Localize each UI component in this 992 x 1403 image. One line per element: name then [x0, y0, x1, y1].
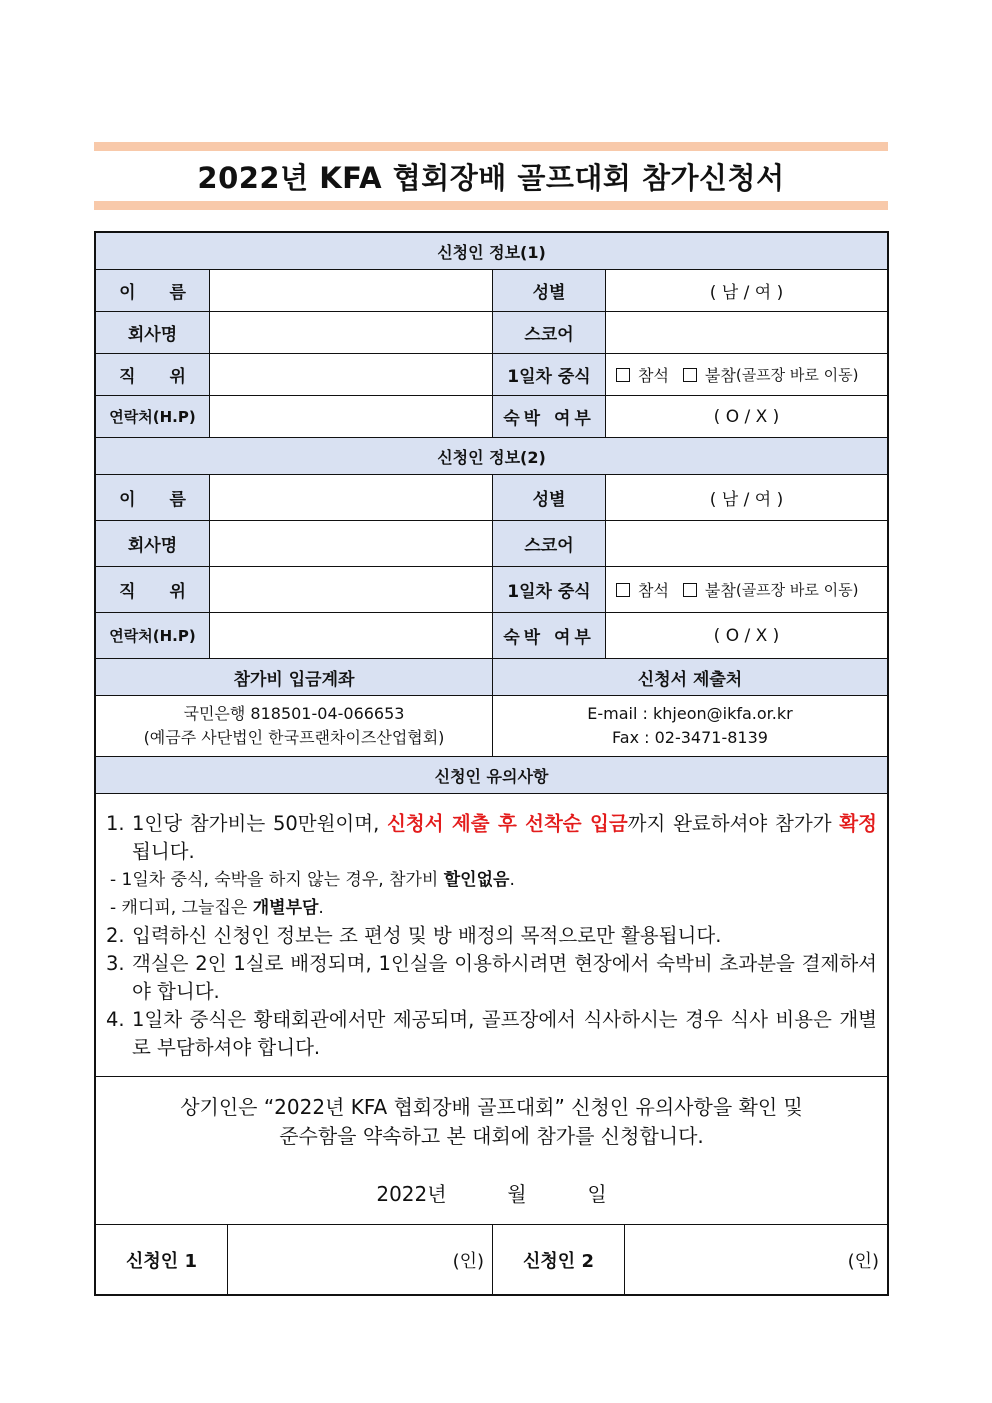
title-block	[94, 142, 888, 210]
applicant2-contact-input[interactable]	[210, 613, 493, 658]
stay-label: 숙박 여부	[493, 396, 606, 437]
pledge-date	[376, 1180, 606, 1209]
score-label: 스코어	[493, 312, 606, 353]
note-item-4	[106, 1006, 877, 1062]
note-item-2	[106, 922, 877, 950]
gender-label: 성별	[493, 475, 606, 520]
name-label: 이 름	[96, 270, 210, 311]
applicant2-row-contact	[96, 613, 887, 659]
title-bar-top	[94, 142, 888, 151]
applicant1-row-company	[96, 312, 887, 354]
payment-header-row	[96, 659, 887, 696]
date-year: 2022년	[376, 1182, 447, 1206]
submit-email[interactable]: E-mail : khjeon@ikfa.or.kr	[587, 704, 793, 723]
applicant2-score-input[interactable]	[606, 521, 887, 566]
signature-row	[96, 1225, 887, 1294]
note-item-1	[106, 810, 877, 866]
applicant2-row-company	[96, 521, 887, 567]
notes-list	[96, 794, 887, 1076]
contact-label: 연락처(H.P)	[96, 396, 210, 437]
lunch-absent-note: (골프장 바로 이동)	[735, 581, 859, 599]
applicant1-header-row	[96, 233, 887, 270]
payment-holder: (예금주 사단법인 한국프랜차이즈산업협회)	[143, 728, 445, 747]
pledge-line-2: 준수함을 약속하고 본 대회에 참가를 신청합니다.	[279, 1124, 704, 1148]
date-month[interactable]: 월	[507, 1182, 527, 1206]
notes-header: 신청인 유의사항	[96, 757, 887, 793]
lunch-attend-label: 참석	[638, 581, 669, 600]
applicant1-name-input[interactable]	[210, 270, 493, 311]
applicant1-contact-input[interactable]	[210, 396, 493, 437]
applicant1-score-input[interactable]	[606, 312, 887, 353]
applicant1-position-input[interactable]	[210, 354, 493, 395]
applicant2-header-row	[96, 438, 887, 475]
applicant1-header: 신청인 정보(1)	[96, 233, 887, 269]
lunch-absent-label: 불참	[704, 366, 736, 385]
stay-label: 숙박 여부	[493, 613, 606, 658]
applicant1-lunch-absent-checkbox[interactable]	[683, 368, 697, 382]
application-form	[94, 231, 889, 1296]
applicant1-lunch-attend-checkbox[interactable]	[616, 368, 630, 382]
note-item-3	[106, 950, 877, 1006]
applicant2-stay-value[interactable]: ( O / X )	[713, 625, 780, 646]
notes-body-row	[96, 794, 887, 1077]
position-label: 직 위	[96, 567, 210, 612]
applicant1-gender-value[interactable]: ( 남 / 여 )	[709, 283, 784, 303]
payment-header: 참가비 입금계좌	[96, 659, 493, 695]
applicant2-position-input[interactable]	[210, 567, 493, 612]
applicant2-lunch-attend-checkbox[interactable]	[616, 583, 630, 597]
applicant2-name-input[interactable]	[210, 475, 493, 520]
applicant2-lunch-options	[606, 567, 887, 612]
payment-info-row	[96, 696, 887, 757]
applicant1-row-name	[96, 270, 887, 312]
gender-label: 성별	[493, 270, 606, 311]
applicant1-row-position	[96, 354, 887, 396]
lunch-attend-label: 참석	[638, 366, 669, 385]
note-text: 1일차 중식은 황태회관에서만 제공되며, 골프장에서 식사하시는 경우 식사 비용은 개별로 부담하셔야 합니다.	[132, 1008, 877, 1059]
note-text: 객실은 2인 1실로 배정되며, 1인실을 이용하시려면 현장에서 숙박비 초과분을 결제하셔야 합니다.	[132, 952, 877, 1003]
lunch-label: 1일차 중식	[493, 354, 606, 395]
lunch-absent-label: 불참	[704, 581, 736, 600]
applicant2-row-name	[96, 475, 887, 521]
submit-contact-cell	[493, 696, 887, 756]
note-text: 1인당 참가비는 50만원이며, 신청서 제출 후 선착순 입금까지 완료하셔야 참가가 확정됩니다.	[132, 812, 877, 863]
note-sub-2: - 캐디피, 그늘집은 개별부담.	[110, 898, 324, 918]
note-number: 3.	[106, 952, 125, 975]
signature-field-1[interactable]: (인)	[228, 1225, 493, 1294]
notes-header-row	[96, 757, 887, 794]
applicant2-gender-value[interactable]: ( 남 / 여 )	[709, 490, 784, 510]
applicant2-company-input[interactable]	[210, 521, 493, 566]
applicant2-row-position	[96, 567, 887, 613]
pledge-block	[96, 1077, 887, 1224]
note-number: 4.	[106, 1008, 125, 1031]
title-bar-bottom	[94, 201, 888, 210]
submit-fax: Fax : 02-3471-8139	[612, 728, 768, 747]
note-number: 2.	[106, 924, 125, 947]
position-label: 직 위	[96, 354, 210, 395]
payment-account-cell	[96, 696, 493, 756]
signature-field-2[interactable]: (인)	[847, 1250, 879, 1272]
applicant1-company-input[interactable]	[210, 312, 493, 353]
submit-header: 신청서 제출처	[493, 659, 887, 695]
applicant1-lunch-options	[606, 354, 887, 395]
page-title: 2022년 KFA 협회장배 골프대회 참가신청서	[197, 160, 785, 195]
pledge-row	[96, 1077, 887, 1225]
lunch-label: 1일차 중식	[493, 567, 606, 612]
note-text: 입력하신 신청인 정보는 조 편성 및 방 배정의 목적으로만 활용됩니다.	[132, 924, 722, 947]
signature-label-1: 신청인 1	[96, 1225, 228, 1294]
applicant1-row-contact	[96, 396, 887, 438]
signature-label-2: 신청인 2	[493, 1225, 625, 1294]
company-label: 회사명	[96, 521, 210, 566]
contact-label: 연락처(H.P)	[96, 613, 210, 658]
applicant2-lunch-absent-checkbox[interactable]	[683, 583, 697, 597]
payment-account: 국민은행 818501-04-066653	[183, 704, 405, 723]
note-number: 1.	[106, 812, 125, 835]
pledge-line-1: 상기인은 “2022년 KFA 협회장배 골프대회” 신청인 유의사항을 확인 및	[180, 1095, 803, 1119]
note-sub-1: - 1일차 중식, 숙박을 하지 않는 경우, 참가비 할인없음.	[110, 870, 515, 890]
date-day[interactable]: 일	[587, 1182, 607, 1206]
name-label: 이 름	[96, 475, 210, 520]
score-label: 스코어	[493, 521, 606, 566]
applicant2-header: 신청인 정보(2)	[96, 438, 887, 474]
applicant1-stay-value[interactable]: ( O / X )	[713, 406, 780, 427]
lunch-absent-note: (골프장 바로 이동)	[735, 366, 859, 384]
company-label: 회사명	[96, 312, 210, 353]
